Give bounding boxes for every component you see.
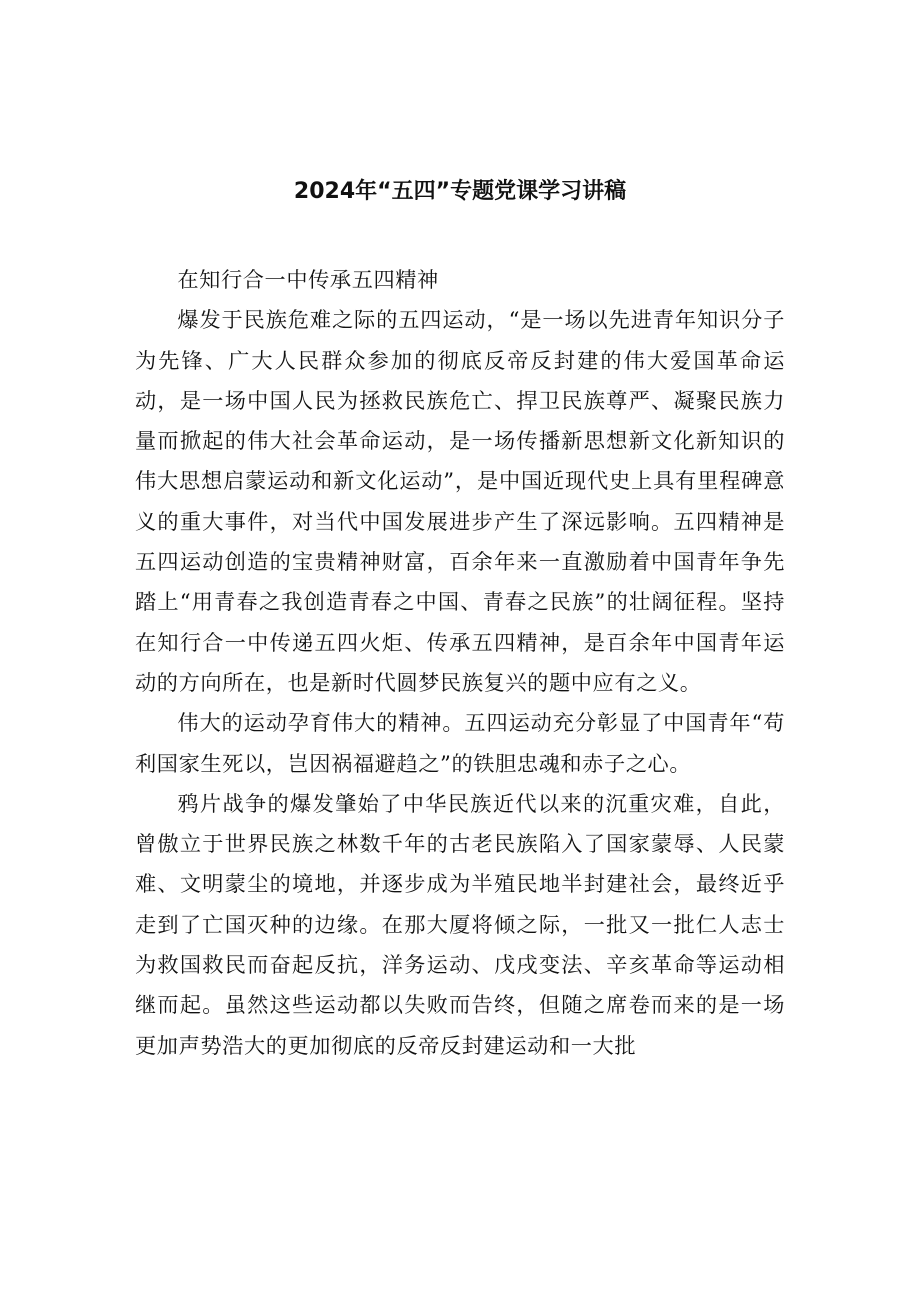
document-body (135, 260, 785, 1066)
document-title: 2024年“五四”专题党课学习讲稿 (293, 179, 627, 204)
body-paragraph: 伟大的运动孕育伟大的精神。五四运动充分彰显了中国青年“苟利国家生死以，岂因祸福避趋之”的铁胆忠魂和赤子之心。 (135, 710, 785, 776)
subtitle-paragraph: 在知行合一中传承五四精神 (177, 267, 439, 292)
body-paragraph: 爆发于民族危难之际的五四运动，“是一场以先进青年知识分子为先锋、广大人民群众参加的彻底反帝反封建的伟大爱国革命运动，是一场中国人民为拯救民族危亡、捍卫民族尊严、凝聚民族力量而掀起的伟大社会革命运动，是一场传播新思想新文化新知识的伟大思想启蒙运动和新文化运动”，是中国近现代史上具有里程碑意义的重大事件，对当代中国发展进步产生了深远影响。五四精神是五四运动创造的宝贵精神财富，百余年来一直激励着中国青年争先踏上“用青春之我创造青春之中国、青春之民族”的壮阔征程。坚持在知行合一中传递五四火炬、传承五四精神，是百余年中国青年运动的方向所在，也是新时代圆梦民族复兴的题中应有之义。 (135, 307, 785, 695)
body-paragraph: 鸦片战争的爆发肇始了中华民族近代以来的沉重灾难，自此，曾傲立于世界民族之林数千年的古老民族陷入了国家蒙辱、人民蒙难、文明蒙尘的境地，并逐步成为半殖民地半封建社会，最终近乎走到了亡国灭种的边缘。在那大厦将倾之际，一批又一批仁人志士为救国救民而奋起反抗，洋务运动、戊戌变法、辛亥革命等运动相继而起。虽然这些运动都以失败而告终，但随之席卷而来的是一场更加声势浩大的更加彻底的反帝反封建运动和一大批 (135, 790, 785, 1058)
